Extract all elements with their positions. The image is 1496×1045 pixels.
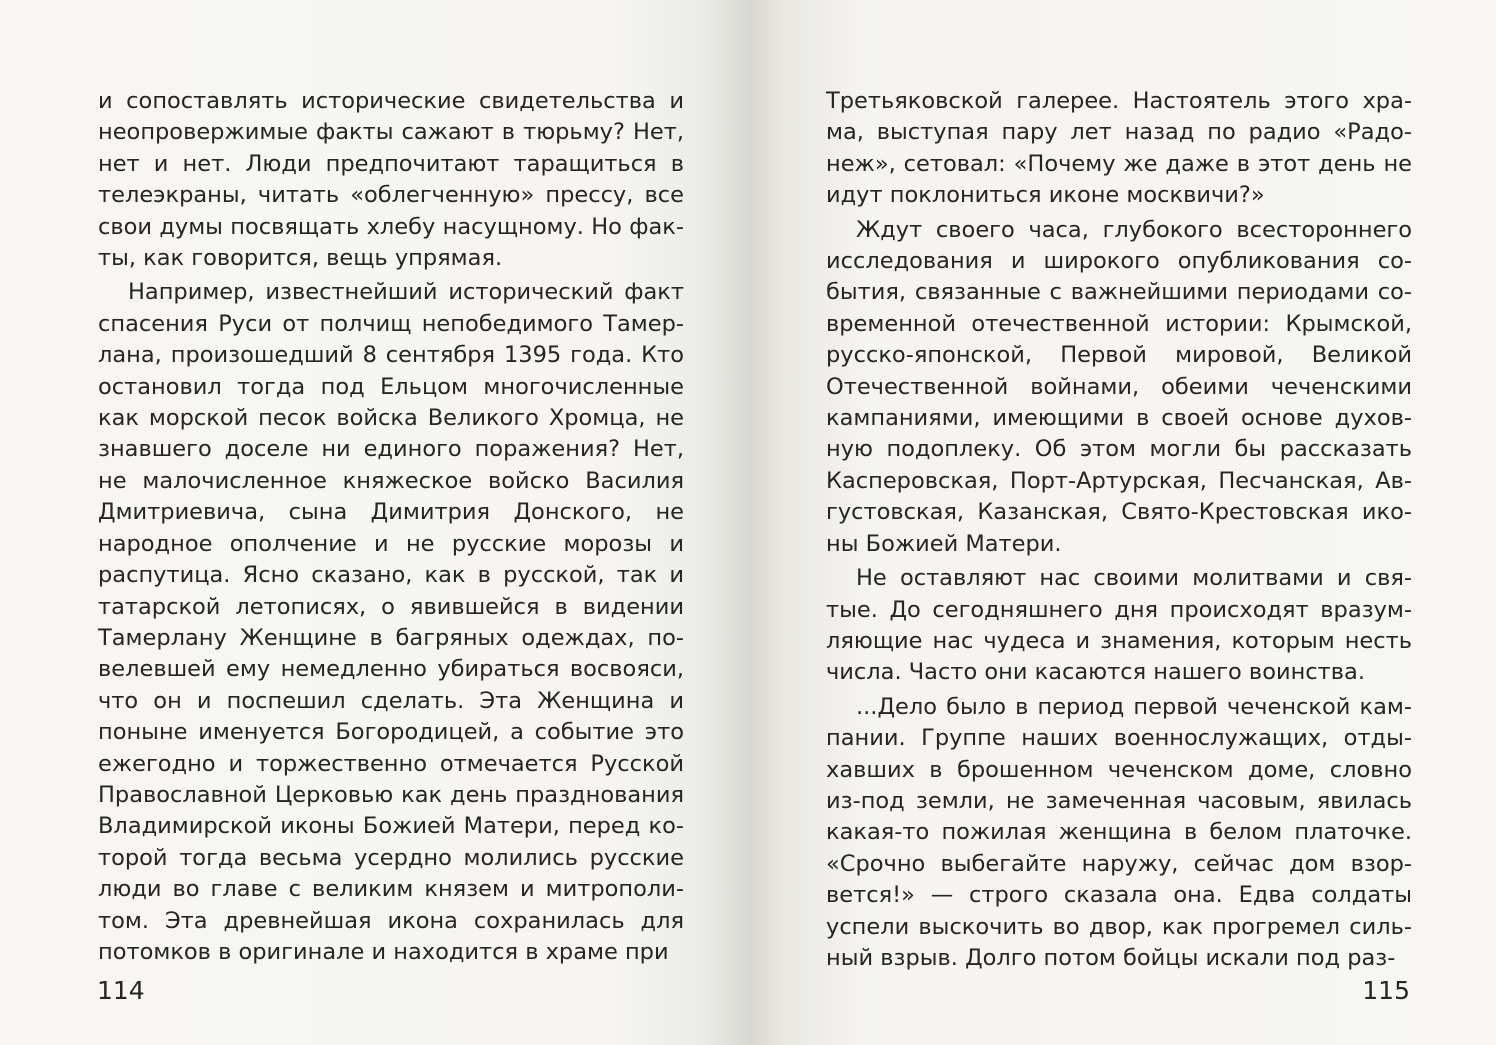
right-page-text: [826, 86, 1412, 977]
paragraph: Ждут своего часа, глубокого всестороннего исследования и широкого опубликования события, связанные с важнейшими периодами современной отечественной истории: Крымской, русско-японской, Первой мировой, Великой Отечественной войнами, обеими чеченскими кампаниями, имеющими в своей основе духовную подоплеку. Об этом могли бы рассказать Касперовская, Порт-Артурская, Песчанская, Августовская, Казанская, Свято-Крестовская иконы Божией Матери.: [826, 216, 1412, 557]
paragraph: Третьяковской галерее. Настоятель этого храма, выступая пару лет назад по радио «Радонеж», сетовал: «Почему же даже в этот день не идут поклониться иконе москвичи?»: [826, 88, 1412, 209]
paragraph: и сопоставлять исторические свидетельства и неопровержимые факты сажают в тюрьму? Нет, нет и нет. Люди предпочитают таращиться в телеэкраны, читать «облегченную» прессу, все свои думы посвящать хлебу насущному. Но факты, как говорится, вещь упрямая.: [98, 88, 684, 272]
left-page-text: [98, 86, 684, 971]
paragraph: Не оставляют нас своими молитвами и святые. До сегодняшнего дня происходят вразумляющие нас чудеса и знамения, которым несть числа. Часто они касаются нашего воинства.: [826, 565, 1412, 686]
right-page: [748, 0, 1496, 1045]
paragraph: Например, известнейший исторический факт спасения Руси от полчищ непобедимого Тамерлана, произошедший 8 сентября 1395 года. Кто остановил тогда под Ельцом многочисленные как морской песок войска Великого Хромца, не знавшего доселе ни единого поражения? Нет, не малочисленное княжеское войско Василия Дмитриевича, сына Димитрия Донского, не народное ополчение и не русские морозы и распутица. Ясно сказано, как в русской, так и татарской летописях, о явившейся в видении Тамерлану Женщине в багряных одеждах, повелевшей ему немедленно убираться восвояси, что он и поспешил сделать. Эта Женщина и поныне именуется Богородицей, а событие это ежегодно и торжественно отмечается Русской Православной Церковью как день празднования Владимирской иконы Божией Матери, перед которой тогда весьма усердно молились русские люди во главе с великим князем и митрополитом. Эта древнейшая икона сохранилась для потомков в оригинале и находится в храме при: [98, 279, 684, 965]
page-number: 114: [97, 976, 145, 1005]
paragraph: ...Дело было в период первой чеченской кампании. Группе наших военнослужащих, отдыхавших в брошенном чеченском доме, словно из-под земли, не замеченная часовым, явилась какая-то пожилая женщина в белом платочке. «Срочно выбегайте наружу, сейчас дом взорвется!» — строго сказала она. Едва солдаты успели выскочить во двор, как прогремел сильный взрыв. Долго потом бойцы искали под раз-: [826, 693, 1412, 971]
page-number: 115: [1362, 976, 1410, 1005]
